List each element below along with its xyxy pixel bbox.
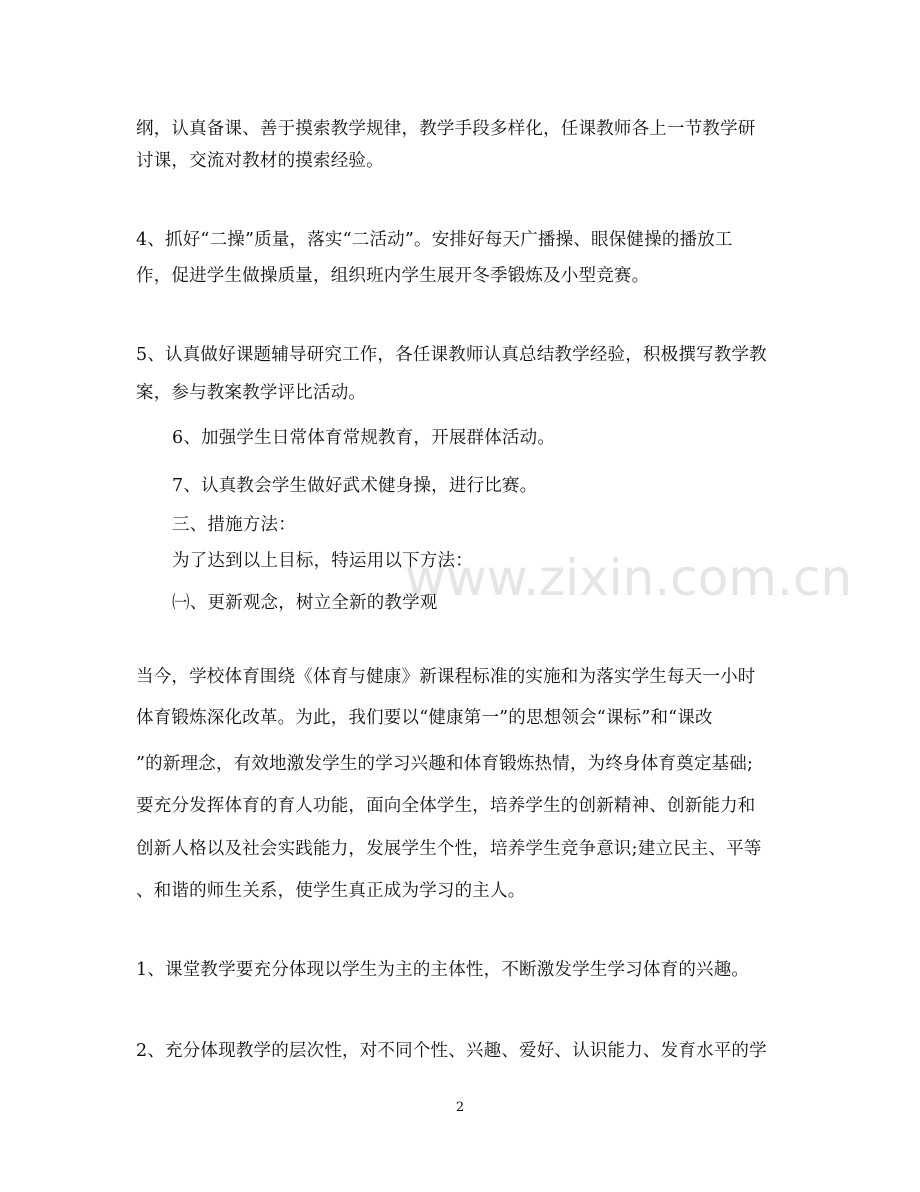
paragraph-line: 6、加强学生日常体育常规教育，开展群体活动。 (172, 428, 556, 448)
paragraph-line: 创新人格以及社会实践能力，发展学生个性，培养学生竞争意识;建立民主、平等 (136, 839, 762, 859)
paragraph-line: ”的新理念，有效地激发学生的学习兴趣和体育锻炼热情，为终身体育奠定基础; (136, 754, 754, 774)
paragraph-line: 当今，学校体育围绕《体育与健康》新课程标准的实施和为落实学生每天一小时 (136, 667, 756, 687)
paragraph-line: 要充分发挥体育的育人功能，面向全体学生，培养学生的创新精神、创新能力和 (136, 796, 756, 816)
paragraph-line: 作，促进学生做操质量，组织班内学生展开冬季锻炼及小型竞赛。 (136, 266, 650, 286)
paragraph-line: 、和谐的师生关系，使学生真正成为学习的主人。 (136, 881, 526, 901)
subsection-heading: ㈠、更新观念，树立全新的教学观 (172, 593, 438, 613)
paragraph-line: 纲，认真备课、善于摸索教学规律，教学手段多样化，任课教师各上一节教学研 (136, 119, 756, 139)
paragraph-line: 7、认真教会学生做好武术健身操，进行比赛。 (172, 476, 538, 496)
paragraph-line: 5、认真做好课题辅导研究工作，各任课教师认真总结教学经验，积极撰写教学教 (136, 345, 767, 365)
paragraph-line: 4、抓好“二操”质量，落实“二活动”。安排好每天广播操、眼保健操的播放工 (136, 230, 733, 250)
paragraph-line: 案，参与教案教学评比活动。 (136, 383, 367, 403)
page-number: 2 (455, 1100, 465, 1115)
paragraph-line: 体育锻炼深化改革。为此，我们要以“健康第一”的思想领会“课标”和“课改 (136, 708, 713, 728)
section-heading: 三、措施方法： (172, 515, 296, 535)
paragraph-line: 讨课，交流对教材的摸索经验。 (136, 151, 384, 171)
paragraph-line: 1、课堂教学要充分体现以学生为主的主体性，不断激发学生学习体育的兴趣。 (136, 960, 750, 980)
watermark: www.zixin.com.cn (405, 549, 853, 607)
paragraph-line: 为了达到以上目标，特运用以下方法： (172, 551, 473, 571)
paragraph-line: 2、充分体现教学的层次性，对不同个性、兴趣、爱好、认识能力、发育水平的学 (136, 1041, 767, 1061)
